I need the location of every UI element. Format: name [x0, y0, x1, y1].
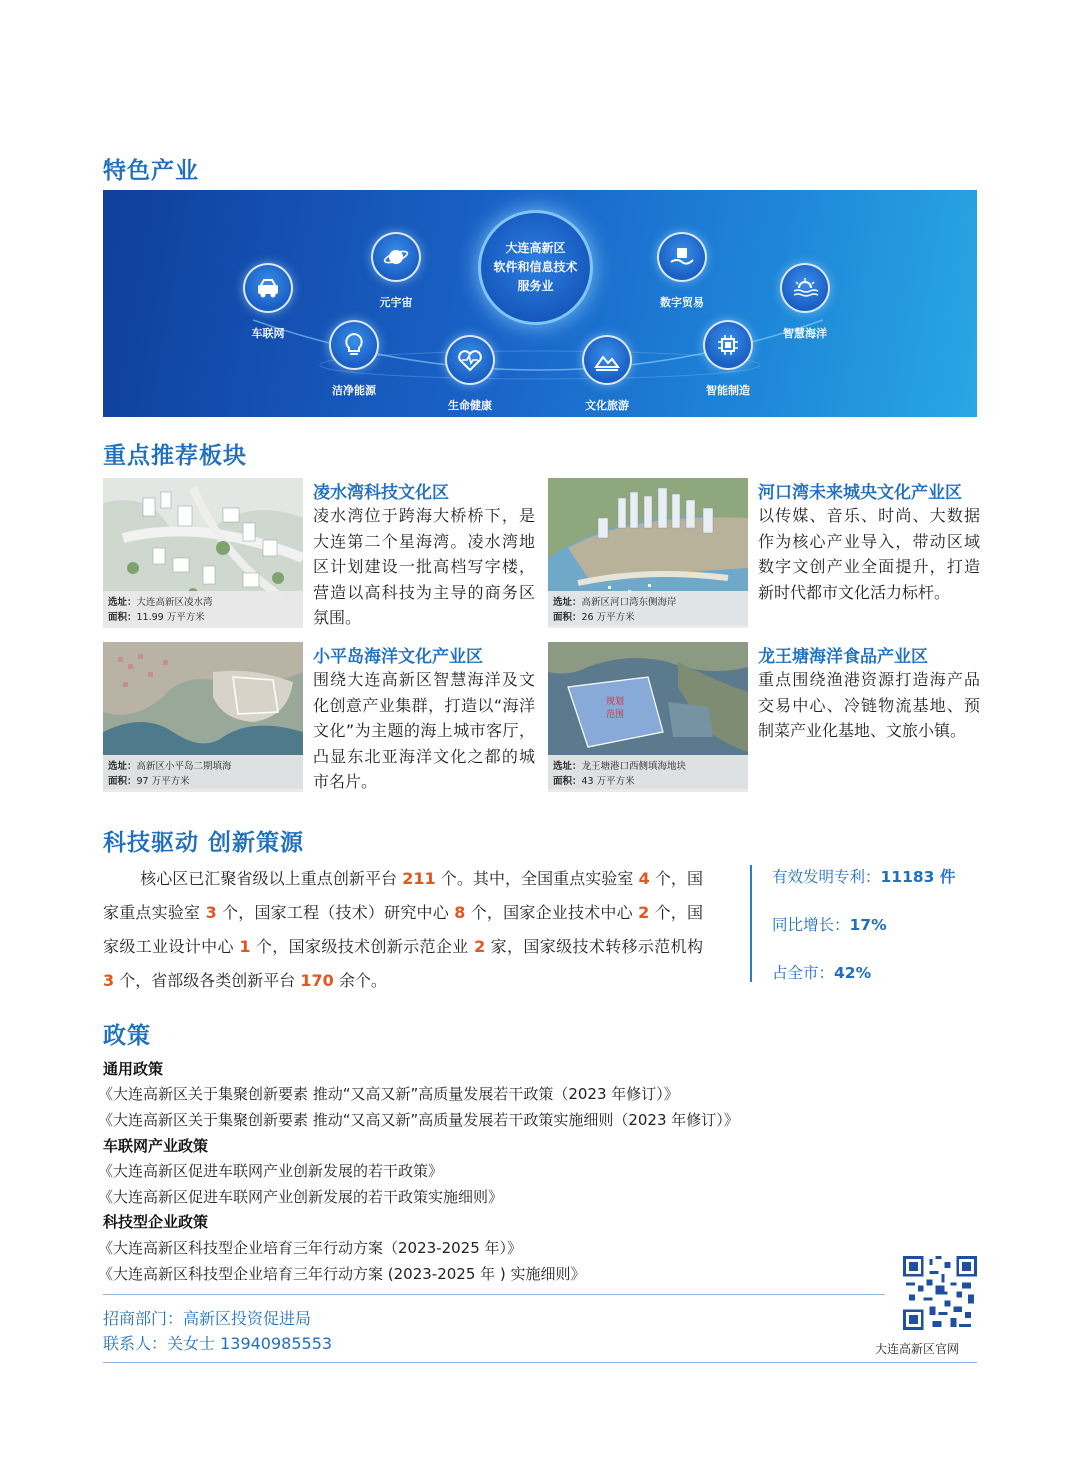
- core-line-1: 大连高新区: [505, 241, 566, 255]
- policy-title: 政策: [103, 1023, 151, 1049]
- zone-area: 97 万平方米: [136, 776, 190, 787]
- industry-item: [637, 232, 727, 310]
- area-label: 面积：: [108, 612, 137, 623]
- tech-highlight-number: 211: [402, 869, 436, 888]
- core-line-3: 服务业: [517, 279, 554, 293]
- stats-divider: [750, 865, 752, 982]
- industry-label: 洁净能源: [332, 384, 376, 397]
- policy-group-heading: 科技型企业政策: [103, 1213, 209, 1231]
- area-label: 面积：: [553, 612, 582, 623]
- policy-item[interactable]: 《大连高新区促进车联网产业创新发展的若干政策》: [98, 1162, 444, 1180]
- industry-item: [351, 232, 441, 310]
- core-industry-badge: [478, 210, 593, 325]
- tech-highlight-number: 170: [300, 971, 334, 990]
- zone-caption: [548, 591, 748, 628]
- zone-site: 高新区小平岛二期填海: [136, 761, 232, 772]
- zone-card: [103, 642, 543, 792]
- heart-pulse-icon: [445, 335, 495, 385]
- tech-text: 个。其中，全国重点实验室: [435, 869, 639, 888]
- industry-label: 车联网: [251, 327, 285, 340]
- area-label: 面积：: [108, 776, 137, 787]
- zone-description: 重点围绕渔港资源打造海产品交易中心、冷链物流基地、预制菜产业化基地、文旅小镇。: [758, 670, 980, 740]
- site-label: 选址：: [553, 597, 582, 608]
- zone-description: 围绕大连高新区智慧海洋及文化创意产业集群，打造以“海洋文化”为主题的海上城市客厅，凸显东北亚海洋文化之都的城市名片。: [313, 670, 535, 791]
- zone-area: 11.99 万平方米: [136, 612, 205, 623]
- industry-label: 数字贸易: [660, 296, 704, 309]
- tech-highlight-number: 2: [474, 937, 486, 956]
- policy-item[interactable]: 《大连高新区促进车联网产业创新发展的若干政策实施细则》: [98, 1188, 504, 1206]
- tech-highlight-number: 4: [638, 869, 650, 888]
- industry-banner: [103, 190, 977, 417]
- industry-item: [309, 320, 399, 398]
- tech-text: 个，国家重点实验室: [103, 869, 703, 922]
- tech-highlight-number: 2: [638, 903, 650, 922]
- stat-value: 11183 件: [880, 868, 956, 886]
- zone-site: 大连高新区凌水湾: [136, 597, 213, 608]
- tech-highlight-number: 3: [205, 903, 217, 922]
- zone-site: 龙王塘港口西侧填海地块: [581, 761, 687, 772]
- zone-caption: [103, 591, 303, 628]
- industry-label: 智慧海洋: [783, 327, 827, 340]
- trade-icon: [657, 232, 707, 282]
- area-label: 面积：: [553, 776, 582, 787]
- policy-item[interactable]: 《大连高新区科技型企业培育三年行动方案（2023-2025 年）》: [98, 1239, 523, 1257]
- lightbulb-icon: [329, 320, 379, 370]
- tech-title: 科技驱动 创新策源: [103, 830, 305, 856]
- tech-text: 家，国家级技术转移示范机构: [485, 937, 703, 956]
- industry-item: [562, 335, 652, 413]
- zone-description: 凌水湾位于跨海大桥桥下，是大连第二个星海湾。凌水湾地区计划建设一批高档写字楼，营造以高科技为主导的商务区氛围。: [313, 506, 535, 627]
- zone-card: [548, 642, 988, 792]
- map-label-2: 范围: [606, 710, 625, 720]
- industry-item: [425, 335, 515, 413]
- stat-value: 42%: [834, 964, 872, 982]
- industry-item: [760, 263, 850, 341]
- stat-growth: [772, 913, 887, 935]
- zone-card: [103, 478, 543, 628]
- zone-caption: [103, 755, 303, 792]
- zone-card: [548, 478, 988, 628]
- bottom-divider: [103, 1362, 977, 1363]
- tech-highlight-number: 8: [454, 903, 466, 922]
- qr-caption: 大连高新区官网: [875, 1342, 960, 1356]
- tech-text: 个，国家级技术创新示范企业: [250, 937, 475, 956]
- contact-department: 招商部门：高新区投资促进局: [103, 1309, 312, 1328]
- ocean-sun-icon: [780, 263, 830, 313]
- sectors-title: 重点推荐板块: [103, 443, 247, 469]
- stat-value: 17%: [849, 916, 887, 934]
- contact-person: 联系人：关女士 13940985553: [103, 1334, 333, 1353]
- landscape-icon: [582, 335, 632, 385]
- tech-text: 个，国家级工业设计中心: [103, 903, 704, 956]
- industry-item: [223, 263, 313, 341]
- zone-description: 以传媒、音乐、时尚、大数据作为核心产业导入，带动区域数字文创产业全面提升，打造新时代都市文化活力标杆。: [758, 506, 980, 602]
- industry-label: 文化旅游: [585, 399, 629, 412]
- industry-label: 智能制造: [706, 384, 750, 397]
- tech-text: 个，国家企业技术中心: [465, 903, 639, 922]
- planet-icon: [371, 232, 421, 282]
- zone-area: 43 万平方米: [581, 776, 635, 787]
- zone-title: 小平岛海洋文化产业区: [313, 647, 483, 667]
- industry-label: 生命健康: [448, 399, 492, 412]
- zone-caption: [548, 755, 748, 792]
- stat-label: 占全市：: [772, 964, 835, 982]
- policy-group-heading: 车联网产业政策: [103, 1137, 209, 1155]
- tech-text: 个，国家工程（技术）研究中心: [216, 903, 455, 922]
- zone-title: 龙王塘海洋食品产业区: [758, 647, 928, 667]
- qr-code-icon[interactable]: [903, 1256, 977, 1330]
- industry-label: 元宇宙: [379, 296, 413, 309]
- zone-site: 高新区河口湾东侧海岸: [581, 597, 677, 608]
- policy-group-heading: 通用政策: [103, 1060, 164, 1078]
- stat-patents: [772, 865, 955, 887]
- tech-text: 余个。: [333, 971, 387, 990]
- car-icon: [243, 263, 293, 313]
- policy-item[interactable]: 《大连高新区关于集聚创新要素 推动“又高又新”高质量发展若干政策（2023 年修订）》: [98, 1085, 679, 1103]
- site-label: 选址：: [108, 761, 137, 772]
- core-line-2: 软件和信息技术: [493, 260, 578, 274]
- industry-title: 特色产业: [103, 158, 199, 184]
- map-label-1: 规划: [606, 697, 625, 707]
- policy-item[interactable]: 《大连高新区关于集聚创新要素 推动“又高又新”高质量发展若干政策实施细则（2023 年修订）》: [98, 1111, 739, 1129]
- tech-text: 核心区已汇聚省级以上重点创新平台: [140, 869, 403, 888]
- chip-icon: [703, 320, 753, 370]
- tech-highlight-number: 3: [103, 971, 115, 990]
- stat-share: [772, 961, 871, 983]
- site-label: 选址：: [553, 761, 582, 772]
- zone-title: 河口湾未来城央文化产业区: [758, 483, 962, 503]
- footer-divider: [103, 1294, 885, 1295]
- zone-area: 26 万平方米: [581, 612, 635, 623]
- policy-item[interactable]: 《大连高新区科技型企业培育三年行动方案 (2023-2025 年 ) 实施细则》: [98, 1265, 586, 1283]
- tech-highlight-number: 1: [239, 937, 251, 956]
- site-label: 选址：: [108, 597, 137, 608]
- stat-label: 有效发明专利：: [772, 868, 881, 886]
- zone-title: 凌水湾科技文化区: [313, 483, 449, 503]
- stat-label: 同比增长：: [772, 916, 850, 934]
- tech-text: 个，省部级各类创新平台: [114, 971, 301, 990]
- tech-paragraph: [103, 862, 703, 998]
